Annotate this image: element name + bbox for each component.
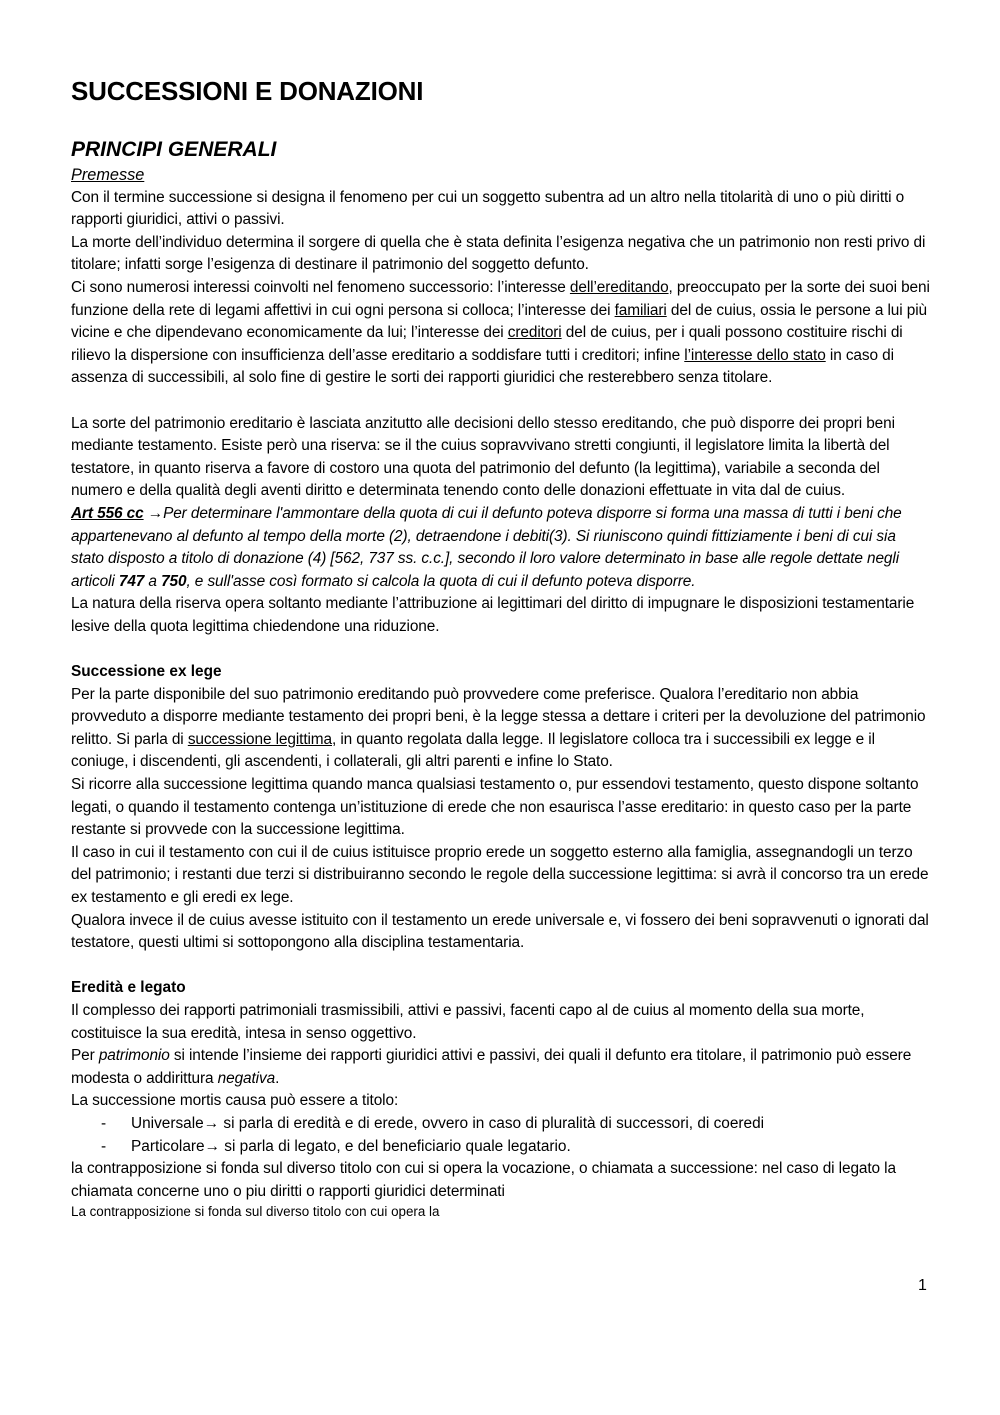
underlined-term: familiari	[614, 301, 667, 319]
paragraph-patrimonio	[71, 1045, 931, 1090]
blank-line	[71, 390, 931, 413]
document-title: SUCCESSIONI E DONAZIONI	[71, 76, 424, 106]
list-item	[101, 1136, 931, 1159]
text-span: Per la parte disponibile del suo patrimonio ereditando può provvedere come preferisce. Qualora l’ereditario non abbia provveduto a disporre mediante testamento dei propri beni, è la legge stessa a dettare i criteri per la devoluzione del patrimonio relitto. Si parla di	[71, 685, 926, 748]
article-reference: Art 556 cc	[71, 504, 144, 522]
list-item-text: si parla di eredità e di erede, ovvero in caso di pluralità di successori, di coeredi	[219, 1114, 765, 1132]
italic-term: patrimonio	[98, 1047, 170, 1065]
dash-bullet: -	[101, 1114, 107, 1132]
underlined-term: dell’ereditando	[569, 278, 669, 296]
list-item	[101, 1113, 931, 1136]
page-content	[71, 74, 931, 1221]
dash-bullet: -	[101, 1137, 107, 1155]
section-title-principi-generali: PRINCIPI GENERALI	[71, 138, 277, 161]
paragraph-article-556	[71, 503, 931, 593]
paragraph-interests	[71, 277, 931, 390]
paragraph-contrapposizione-fragment: La contrapposizione si fonda sul diverso titolo con cui opera la	[71, 1204, 440, 1220]
paragraph-complesso: Il complesso dei rapporti patrimoniali trasmissibili, attivi e passivi, facenti capo al de cuius al momento della sua morte, costituisce la sua eredità, intesa in senso oggettivo.	[71, 1001, 865, 1042]
list-item-text: si parla di legato, e del beneficiario quale legatario.	[219, 1137, 571, 1155]
titolo-list	[71, 1113, 931, 1158]
underlined-term: successione legittima	[187, 730, 332, 748]
paragraph-caso: Il caso in cui il testamento con cui il de cuius istituisce proprio erede un soggetto esterno alla famiglia, assegnandogli un terzo del patrimonio; i restanti due terzi si distribuiranno secondo le regole della successione legittima: si avrà il concorso tra un erede ex testamento e gli eredi ex lege.	[71, 843, 929, 906]
text-span: Ci sono numerosi interessi coinvolti nel fenomeno successorio: l’interesse	[71, 278, 570, 296]
italic-term: negativa	[217, 1069, 276, 1087]
underlined-term: creditori	[507, 324, 562, 342]
paragraph-parte-disponibile	[71, 684, 931, 774]
text-span: , preoccupato per la sorte dei suoi beni funzione della rete di legami affettivi in cui ogni persona si colloca; l’interesse dei	[71, 278, 930, 319]
page-number: 1	[918, 1277, 927, 1294]
subsection-title-eredita-legato: Eredità e legato	[71, 979, 186, 997]
arrow-icon: →	[204, 1137, 220, 1155]
article-number: 750	[161, 572, 187, 590]
article-number: 747	[118, 572, 145, 590]
text-span: .	[275, 1069, 280, 1087]
blank-line	[71, 638, 931, 661]
text-span: in caso di assenza di successibili, al solo fine di gestire le sorti dei rapporti giuridici che resterebbero senza titolare.	[71, 346, 894, 387]
arrow-icon: →	[203, 1114, 220, 1132]
paragraph-titolo: La successione mortis causa può essere a titolo:	[71, 1092, 399, 1110]
subsection-title-premesse: Premesse	[71, 166, 145, 184]
paragraph-contrapposizione: la contrapposizione si fonda sul diverso titolo con cui si opera la vocazione, o chiamata a successione: nel caso di legato la chiamata concerne uno o piu diritti o rapporti giuridici determinati	[71, 1160, 896, 1200]
paragraph-erede-universale: Qualora invece il de cuius avesse istituito con il testamento un erede universale e, vi fossero dei beni sopravvenuti o ignorati dal testatore, questi ultimi si sottopongono alla disciplina testamentaria.	[71, 911, 929, 952]
subsection-title-ex-lege: Successione ex lege	[71, 663, 222, 681]
paragraph-definition: Con il termine successione si designa il fenomeno per cui un soggetto subentra ad un altro nella titolarità di uno o più diritti o rapporti giuridici, attivi o passivi.	[71, 188, 905, 229]
list-item-label: Particolare	[131, 1137, 205, 1155]
arrow-icon: →	[143, 504, 164, 522]
paragraph-natura-riserva: La natura della riserva opera soltanto mediante l’attribuzione ai legittimari del diritto di impugnare le disposizioni testamentarie lesive della quota legittima chiedendone una riduzione.	[71, 595, 915, 635]
text-span: a	[144, 572, 162, 590]
text-span: del de cuius, ossia le persone a lui più vicine e che dipendevano economicamente da lui; l’interesse dei	[71, 301, 927, 342]
text-span: si intende l’insieme dei rapporti giuridici attivi e passivi, dei quali il defunto era titolare, il patrimonio può essere modesta o addirittura	[71, 1047, 912, 1087]
text-span: , e sull'asse così formato si calcola la quota di cui il defunto poteva disporre.	[186, 572, 696, 590]
blank-line	[71, 955, 931, 978]
text-span: del de cuius, per i quali possono costituire rischi di rilievo la dispersione con insufficienza dell’asse ereditario a soddisfare tutti i creditori; infine	[71, 324, 903, 364]
list-item-label: Universale	[131, 1114, 204, 1132]
text-span: Per	[71, 1047, 99, 1065]
paragraph-riserva: La sorte del patrimonio ereditario è lasciata anzitutto alle decisioni dello stesso ereditando, che può disporre dei propri beni mediante testamento. Esiste però una riserva: se il the cuius sopravvivano stretti congiunti, il legislatore limita la libertà del testatore, in quanto riserva a favore di costoro una quota del patrimonio del defunto (la legittima), variabile a seconda del numero e della qualità degli aventi diritto e determinata tenendo conto delle donazioni effettuate in vita dal de cuius.	[71, 414, 895, 500]
underlined-term: l’interesse dello stato	[684, 346, 826, 364]
text-span: Per determinare l'ammontare della quota di cui il defunto poteva disporre si forma una massa di tutti i beni che appartenevano al defunto al tempo della morte (2), detraendone i debiti(3). Si riuniscono quindi fittiziamente i beni di cui sia stato disposto a titolo di donazione (4) [562, 737 ss. c.c.], secondo il loro valore determinato in base alle regole dettate negli articoli	[71, 504, 902, 590]
text-span: , in quanto regolata dalla legge. Il legislatore colloca tra i successibili ex legge e il coniuge, i discendenti, gli ascendenti, i collaterali, gli altri parenti e infine lo Stato.	[71, 730, 875, 771]
paragraph-ricorso: Si ricorre alla successione legittima quando manca qualsiasi testamento o, pur essendovi testamento, questo dispone soltanto legati, o quando il testamento contenga un’istituzione di erede che non esaurisca l’asse ereditario: in questo caso per la parte restante si provvede con la successione legittima.	[71, 776, 919, 839]
paragraph-death: La morte dell’individuo determina il sorgere di quella che è stata definita l’esigenza negativa che un patrimonio non resti privo di titolare; infatti sorge l’esigenza di destinare il patrimonio del soggetto defunto.	[71, 233, 926, 274]
